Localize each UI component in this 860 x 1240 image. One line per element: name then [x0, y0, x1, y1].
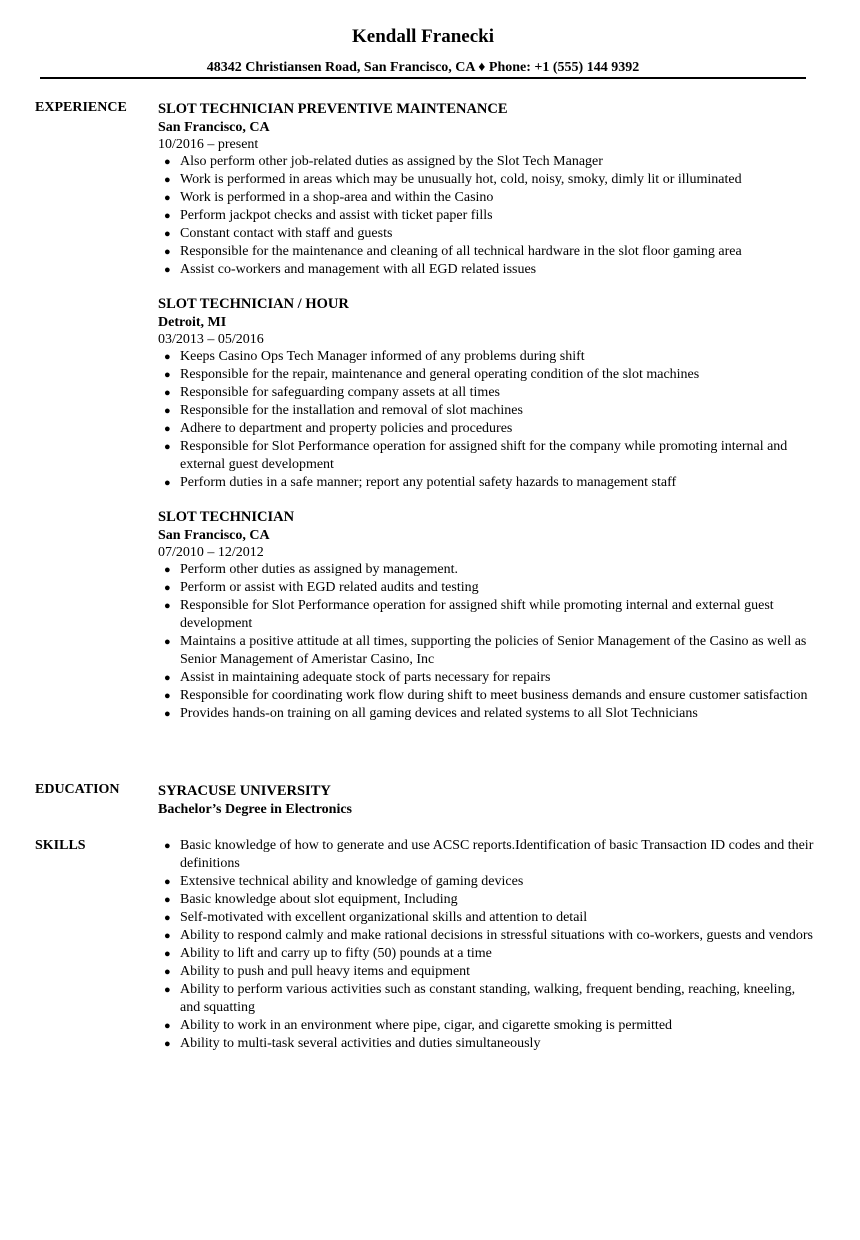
bullet-icon: ● [164, 246, 171, 258]
list-item: ● Provides hands-on training on all gaming devices and related systems to all Slot Technicians [164, 706, 698, 721]
bullet-icon: ● [164, 174, 171, 186]
job-duties-list [158, 348, 818, 492]
job-location: San Francisco, CA [158, 120, 270, 135]
bullet-icon: ● [164, 441, 171, 453]
list-item: ● Basic knowledge about slot equipment, Including [164, 892, 458, 907]
skills-list [158, 837, 818, 1053]
list-item: ● Work is performed in areas which may be unusually hot, cold, noisy, smoky, dimly lit or illuminated [164, 172, 742, 187]
job-duties-list [158, 561, 818, 723]
list-item: ● Responsible for Slot Performance operation for assigned shift for the company while promoting internal and external guest development [164, 439, 788, 472]
job-entry [158, 99, 818, 279]
bullet-icon: ● [164, 930, 171, 942]
list-item: ● Perform jackpot checks and assist with ticket paper fills [164, 208, 493, 223]
education-body [158, 781, 818, 819]
job-dates: 10/2016 – present [158, 137, 259, 152]
list-item: ● Constant contact with staff and guests [164, 226, 393, 241]
list-item: ● Responsible for safeguarding company assets at all times [164, 385, 500, 400]
list-item: ● Ability to multi-task several activities and duties simultaneously [164, 1036, 541, 1051]
bullet-icon: ● [164, 1020, 171, 1032]
list-item: ● Ability to work in an environment where pipe, cigar, and cigarette smoking is permitted [164, 1018, 673, 1033]
list-item: ● Extensive technical ability and knowledge of gaming devices [164, 874, 524, 889]
bullet-icon: ● [164, 228, 171, 240]
bullet-icon: ● [164, 264, 171, 276]
bullet-icon: ● [164, 210, 171, 222]
list-item: ● Perform other duties as assigned by management. [164, 562, 458, 577]
bullet-icon: ● [164, 636, 171, 648]
bullet-icon: ● [164, 156, 171, 168]
job-title: SLOT TECHNICIAN PREVENTIVE MAINTENANCE [158, 101, 508, 117]
bullet-icon: ● [164, 351, 171, 363]
job-dates: 07/2010 – 12/2012 [158, 545, 264, 560]
bullet-icon: ● [164, 966, 171, 978]
bullet-icon: ● [164, 912, 171, 924]
section-label-skills: SKILLS [35, 838, 86, 853]
list-item: ● Responsible for coordinating work flow during shift to meet business demands and ensure customer satisfaction [164, 688, 808, 703]
list-item: ● Basic knowledge of how to generate and use ACSC reports.Identification of basic Transaction ID codes and their definitions [164, 838, 814, 871]
bullet-icon: ● [164, 387, 171, 399]
section-label-education: EDUCATION [35, 782, 120, 797]
list-item: ● Perform or assist with EGD related audits and testing [164, 580, 479, 595]
list-item: ● Responsible for the maintenance and cleaning of all technical hardware in the slot floor gaming area [164, 244, 742, 259]
list-item: ● Responsible for Slot Performance operation for assigned shift while promoting internal and external guest development [164, 598, 774, 631]
job-title: SLOT TECHNICIAN [158, 509, 295, 525]
bullet-icon: ● [164, 708, 171, 720]
job-duties-list [158, 153, 818, 279]
list-item: ● Ability to perform various activities such as constant standing, walking, frequent bending, reaching, kneeling, and squatting [164, 982, 796, 1015]
list-item: ● Perform duties in a safe manner; report any potential safety hazards to management staff [164, 475, 677, 490]
bullet-icon: ● [164, 369, 171, 381]
job-entry [158, 294, 818, 492]
bullet-icon: ● [164, 477, 171, 489]
bullet-icon: ● [164, 564, 171, 576]
list-item: ● Responsible for the repair, maintenance and general operating condition of the slot machines [164, 367, 700, 382]
bullet-icon: ● [164, 690, 171, 702]
job-location: San Francisco, CA [158, 528, 270, 543]
bullet-icon: ● [164, 948, 171, 960]
job-title: SLOT TECHNICIAN / HOUR [158, 296, 349, 312]
bullet-icon: ● [164, 423, 171, 435]
section-label-experience: EXPERIENCE [35, 100, 127, 115]
degree: Bachelor’s Degree in Electronics [158, 802, 353, 817]
list-item: ● Self-motivated with excellent organizational skills and attention to detail [164, 910, 588, 925]
school-name: SYRACUSE UNIVERSITY [158, 783, 331, 799]
bullet-icon: ● [164, 405, 171, 417]
bullet-icon: ● [164, 582, 171, 594]
bullet-icon: ● [164, 600, 171, 612]
bullet-icon: ● [164, 672, 171, 684]
job-dates: 03/2013 – 05/2016 [158, 332, 264, 347]
list-item: ● Also perform other job-related duties as assigned by the Slot Tech Manager [164, 154, 603, 169]
candidate-name: Kendall Franecki [352, 26, 494, 47]
bullet-icon: ● [164, 876, 171, 888]
list-item: ● Assist in maintaining adequate stock of parts necessary for repairs [164, 670, 551, 685]
list-item: ● Keeps Casino Ops Tech Manager informed of any problems during shift [164, 349, 585, 364]
list-item: ● Assist co-workers and management with all EGD related issues [164, 262, 537, 277]
skills-body [158, 837, 818, 1053]
list-item: ● Maintains a positive attitude at all times, supporting the policies of Senior Management of the Casino as well as Senior Management of Ameristar Casino, Inc [164, 634, 807, 667]
bullet-icon: ● [164, 984, 171, 996]
list-item: ● Responsible for the installation and removal of slot machines [164, 403, 523, 418]
job-entry [158, 507, 818, 723]
list-item: ● Adhere to department and property policies and procedures [164, 421, 513, 436]
header-divider [40, 77, 806, 79]
list-item: ● Ability to lift and carry up to fifty (50) pounds at a time [164, 946, 492, 961]
experience-body [158, 99, 818, 738]
list-item: ● Ability to respond calmly and make rational decisions in stressful situations with co-workers, guests and vendors [164, 928, 813, 943]
bullet-icon: ● [164, 894, 171, 906]
contact-line: 48342 Christiansen Road, San Francisco, CA ♦ Phone: +1 (555) 144 9392 [206, 60, 640, 75]
job-location: Detroit, MI [158, 315, 227, 330]
bullet-icon: ● [164, 840, 171, 852]
list-item: ● Ability to push and pull heavy items and equipment [164, 964, 471, 979]
list-item: ● Work is performed in a shop-area and within the Casino [164, 190, 494, 205]
bullet-icon: ● [164, 192, 171, 204]
bullet-icon: ● [164, 1038, 171, 1050]
